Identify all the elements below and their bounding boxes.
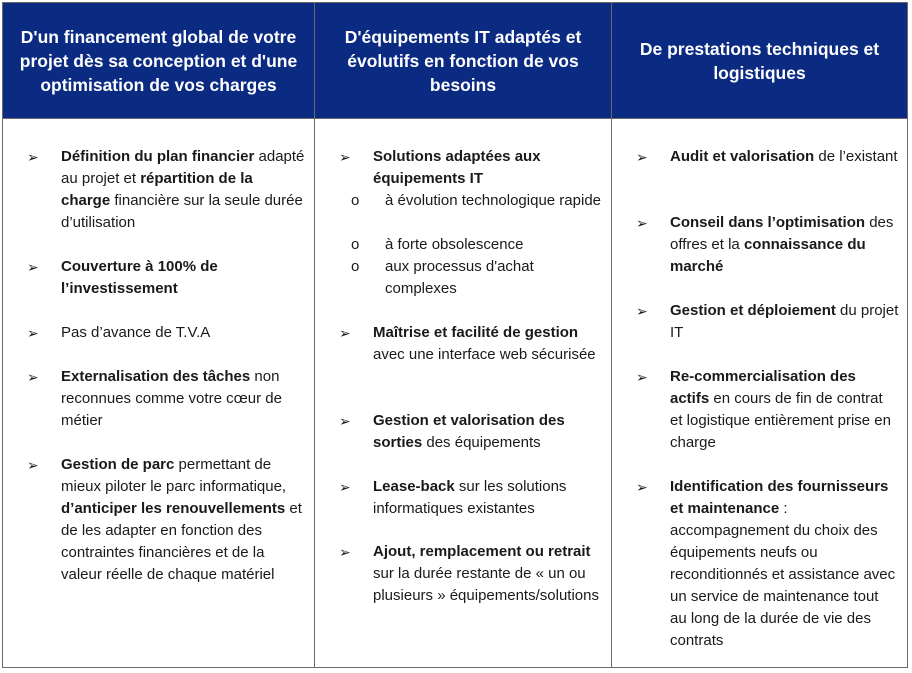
arrow-bullet-icon: ➢ (636, 303, 648, 319)
list-item: ➢ Conseil dans l’optimisation des offres et la connaissance du marché (636, 214, 894, 275)
column-header: D'équipements IT adaptés et évolutifs en fonction de vos besoins (315, 3, 611, 119)
sub-list-item: o à évolution technologique rapide (385, 190, 603, 212)
sub-list-item: o à forte obsolescence (385, 234, 603, 256)
arrow-bullet-icon: ➢ (27, 259, 39, 275)
column-prestations (611, 3, 907, 667)
arrow-bullet-icon: ➢ (636, 149, 648, 165)
column-financement (3, 3, 314, 667)
sub-list-item: o aux processus d'achat complexes (351, 258, 534, 297)
list-item: ➢ Gestion et valorisation des sorties des équipements (339, 412, 565, 451)
list-item: ➢ Ajout, remplacement ou retrait sur la durée restante de « un ou plusieurs » équipements/solutions (339, 543, 599, 604)
list-item: ➢ Externalisation des tâches non reconnues comme votre cœur de métier (27, 368, 282, 429)
arrow-bullet-icon: ➢ (636, 479, 648, 495)
list-item: ➢ Maîtrise et facilité de gestion avec une interface web sécurisée (339, 324, 596, 363)
arrow-bullet-icon: ➢ (339, 544, 351, 560)
services-table (2, 2, 908, 668)
circle-bullet-icon: o (351, 236, 360, 253)
arrow-bullet-icon: ➢ (27, 457, 39, 473)
arrow-bullet-icon: ➢ (27, 325, 39, 341)
arrow-bullet-icon: ➢ (339, 413, 351, 429)
list-item: ➢ Audit et valorisation de l’existant (670, 146, 899, 168)
column-body (3, 120, 314, 667)
column-body (315, 120, 611, 667)
list-item: ➢ Identification des fournisseurs et maintenance : accompagnement du choix des équipements neufs ou reconditionnés et assistance avec un service de maintenance tout au long de la durée de vie des contrats (636, 478, 896, 649)
list-item: ➢ Pas d’avance de T.V.A (61, 322, 306, 344)
list-item: ➢ Gestion de parc permettant de mieux piloter le parc informatique, d’anticiper les renouvellements et de les adapter en fonction des contraintes financières et de la valeur réelle de chaque matériel (27, 456, 302, 583)
list-item: ➢ Gestion et déploiement du projet IT (636, 302, 899, 341)
circle-bullet-icon: o (351, 192, 360, 209)
arrow-bullet-icon: ➢ (339, 325, 351, 341)
list-item: ➢ Définition du plan financier adapté au projet et répartition de la charge financière sur la seule durée d’utilisation (27, 148, 305, 231)
arrow-bullet-icon: ➢ (339, 479, 351, 495)
column-header: De prestations techniques et logistiques (612, 3, 907, 119)
arrow-bullet-icon: ➢ (339, 149, 351, 165)
list-item: ➢ Couverture à 100% de l’investissement (27, 258, 218, 297)
arrow-bullet-icon: ➢ (636, 369, 648, 385)
column-equipements (314, 3, 611, 667)
arrow-bullet-icon: ➢ (27, 369, 39, 385)
list-item: ➢ Lease-back sur les solutions informatiques existantes (339, 478, 567, 517)
arrow-bullet-icon: ➢ (27, 149, 39, 165)
column-header: D'un financement global de votre projet dès sa conception et d'une optimisation de vos charges (3, 3, 314, 119)
list-item: ➢ Solutions adaptées aux équipements IT (339, 148, 541, 187)
arrow-bullet-icon: ➢ (636, 215, 648, 231)
circle-bullet-icon: o (351, 258, 360, 275)
column-body (612, 120, 907, 667)
list-item: ➢ Re-commercialisation des actifs en cours de fin de contrat et logistique entièrement prise en charge (636, 368, 891, 451)
